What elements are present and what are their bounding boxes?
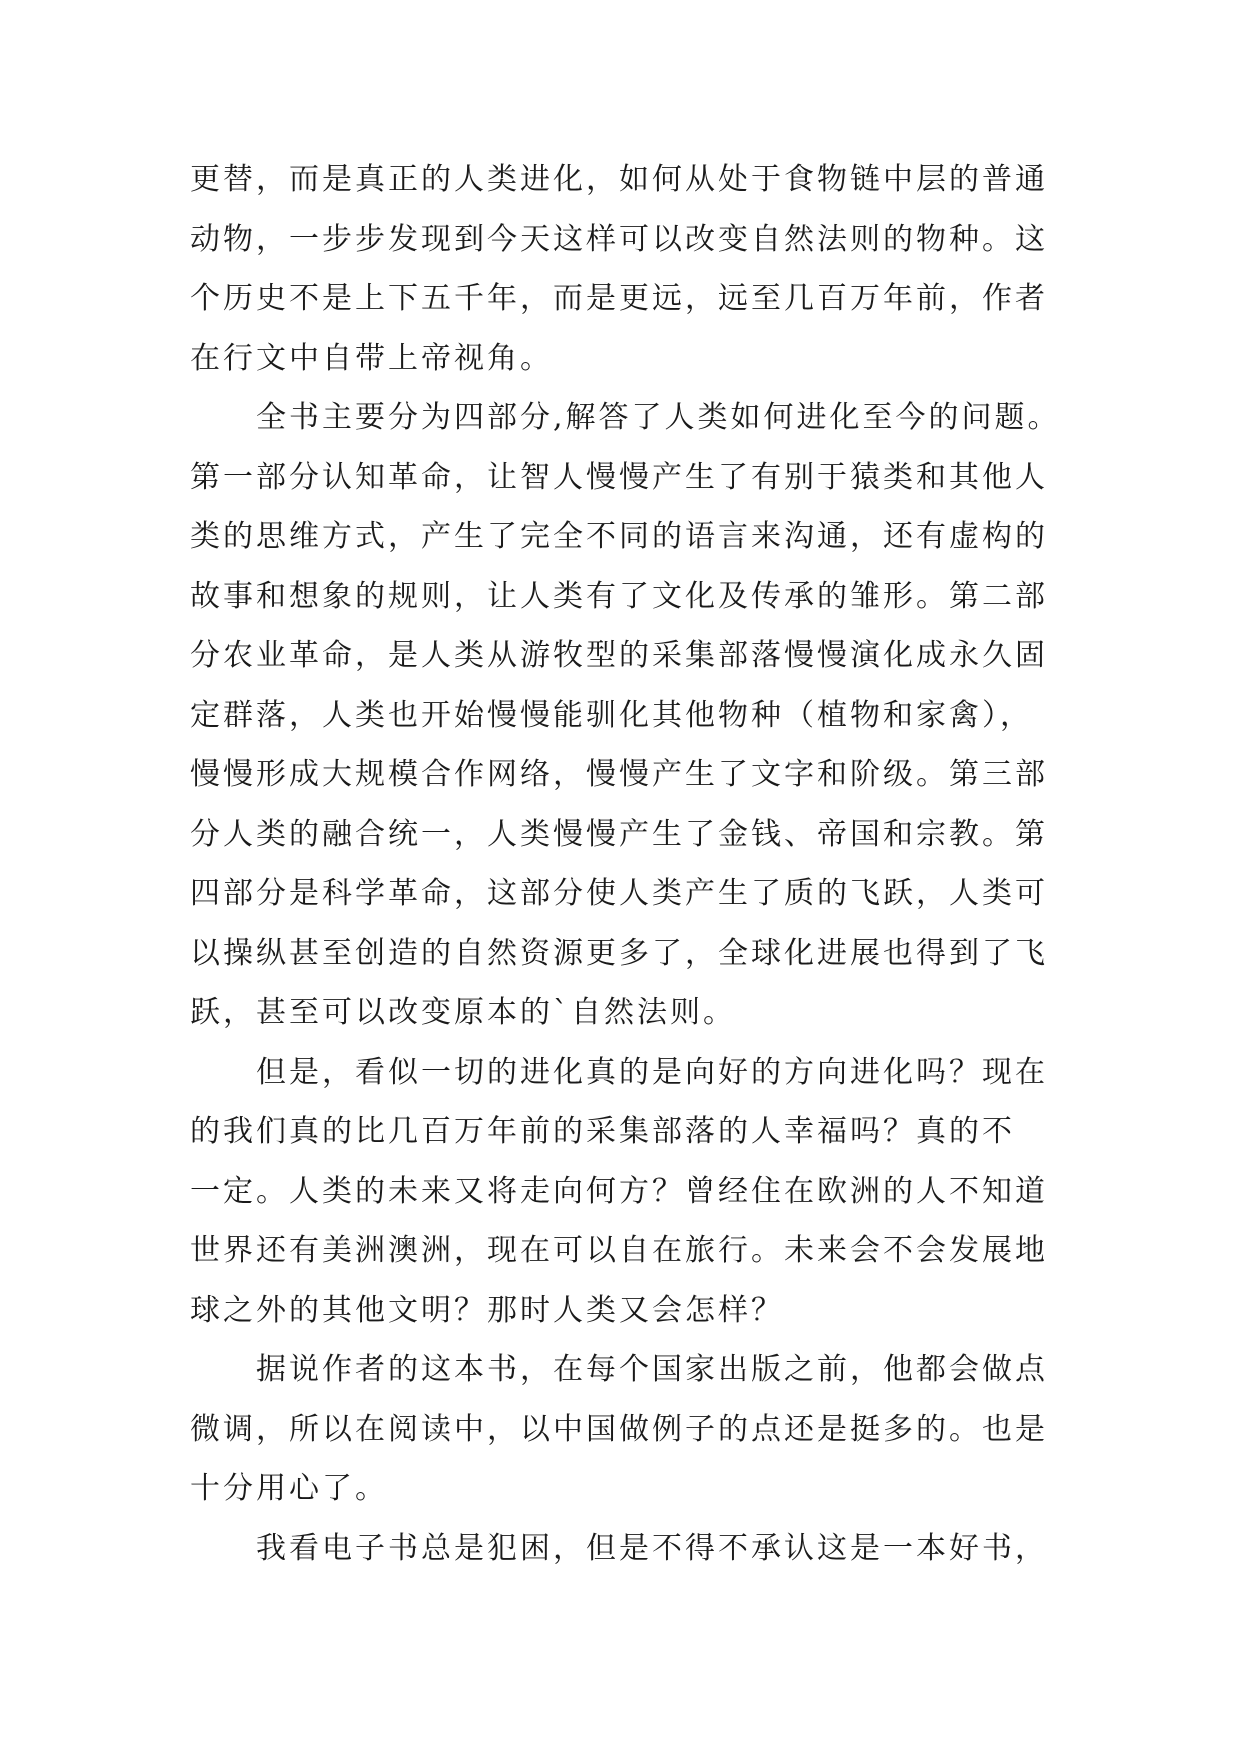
paragraph-2-line-10: 以操纵甚至创造的自然资源更多了，全球化进展也得到了飞 (190, 935, 1048, 971)
paragraph-4-line-1: 据说作者的这本书，在每个国家出版之前，他都会做点 (256, 1352, 1048, 1387)
paragraph-2-line-3: 类的思维方式，产生了完全不同的语言来沟通，还有虚构的 (190, 519, 1048, 554)
paragraph-2-line-8: 分人类的融合统一，人类慢慢产生了金钱、帝国和宗教。第 (190, 816, 1048, 852)
paragraph-2-line-7: 慢慢形成大规模合作网络，慢慢产生了文字和阶级。第三部 (190, 757, 1048, 792)
paragraph-2-line-4: 故事和想象的规则，让人类有了文化及传承的雏形。第二部 (190, 578, 1048, 614)
paragraph-2-line-1: 全书主要分为四部分,解答了人类如何进化至今的问题。 (256, 400, 1061, 435)
paragraph-1-line-4: 在行文中自带上帝视角。 (190, 340, 553, 376)
paragraph-2-line-6: 定群落，人类也开始慢慢能驯化其他物种（植物和家禽）， (190, 697, 1033, 733)
paragraph-1-line-2: 动物，一步步发现到今天这样可以改变自然法则的物种。这 (190, 221, 1048, 257)
paragraph-2-line-2: 第一部分认知革命，让智人慢慢产生了有别于猿类和其他人 (190, 459, 1048, 495)
paragraph-1-line-3: 个历史不是上下五千年，而是更远，远至几百万年前，作者 (190, 281, 1048, 316)
paragraph-2-line-11: 跃，甚至可以改变原本的`自然法则。 (190, 995, 736, 1030)
paragraph-1-line-1: 更替，而是真正的人类进化，如何从处于食物链中层的普通 (190, 162, 1048, 197)
body-text (190, 150, 1061, 1578)
paragraph-4-line-2: 微调，所以在阅读中，以中国做例子的点还是挺多的。也是 (190, 1411, 1048, 1447)
paragraph-3-line-2: 的我们真的比几百万年前的采集部落的人幸福吗？真的不 (190, 1114, 1015, 1149)
paragraph-3-line-5: 球之外的其他文明？那时人类又会怎样？ (190, 1292, 784, 1328)
paragraph-4-line-3: 十分用心了。 (190, 1471, 388, 1506)
paragraph-3-line-3: 一定。人类的未来又将走向何方？曾经住在欧洲的人不知道 (190, 1173, 1048, 1209)
paragraph-3-line-4: 世界还有美洲澳洲，现在可以自在旅行。未来会不会发展地 (190, 1233, 1048, 1268)
paragraph-3-line-1: 但是，看似一切的进化真的是向好的方向进化吗？现在 (256, 1054, 1048, 1090)
paragraph-5-line-1: 我看电子书总是犯困，但是不得不承认这是一本好书， (256, 1530, 1048, 1566)
paragraph-2-line-9: 四部分是科学革命，这部分使人类产生了质的飞跃，人类可 (190, 876, 1048, 911)
paragraph-2-line-5: 分农业革命，是人类从游牧型的采集部落慢慢演化成永久固 (190, 638, 1048, 673)
